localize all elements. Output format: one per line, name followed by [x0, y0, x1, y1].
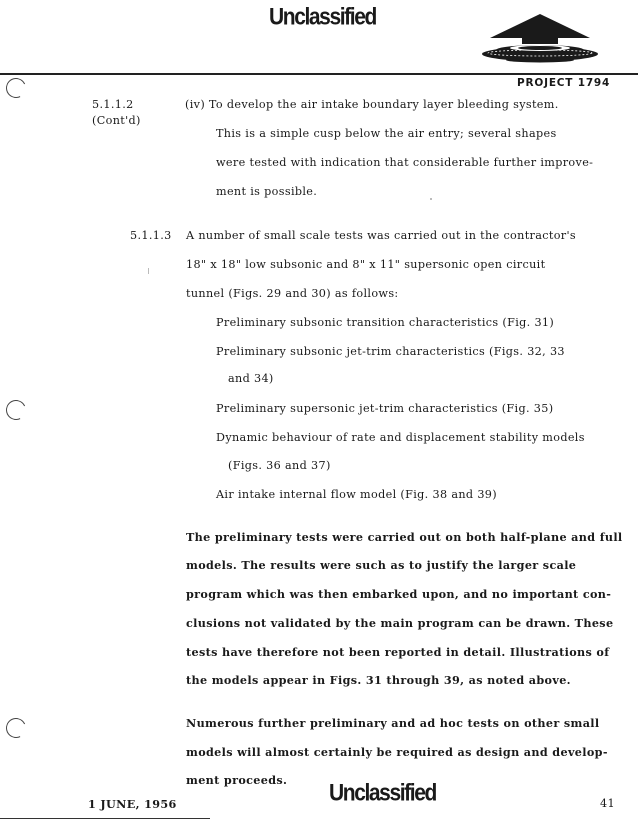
- classification-bottom: Unclassified: [329, 780, 436, 807]
- page-number: 41: [600, 797, 615, 810]
- test-item: Preliminary subsonic jet-trim characteristics (Figs. 32, 33: [216, 345, 565, 358]
- paragraph-line: ment proceeds.: [186, 773, 288, 787]
- section-number-5112: 5.1.1.2: [92, 98, 134, 111]
- paragraph-line: models will almost certainly be required as design and develop-: [186, 745, 608, 759]
- project-label: PROJECT 1794: [517, 77, 611, 89]
- punch-hole-3: [3, 715, 29, 741]
- paragraph-line: the models appear in Figs. 31 through 39, as noted above.: [186, 673, 571, 687]
- scan-mark: [148, 268, 149, 274]
- test-item: Preliminary subsonic transition characteristics (Fig. 31): [216, 316, 555, 329]
- test-item: and 34): [228, 372, 274, 385]
- header-rule: [0, 73, 638, 75]
- paragraph-line: ment is possible.: [216, 185, 318, 198]
- paragraph-line: were tested with indication that considerable further improve-: [216, 156, 594, 169]
- section-contd: (Cont'd): [92, 114, 141, 127]
- punch-hole-2: [3, 397, 29, 423]
- document-date: 1 JUNE, 1956: [88, 797, 177, 811]
- project-logo-icon: [478, 12, 606, 74]
- scan-mark: [430, 198, 432, 200]
- test-item: (Figs. 36 and 37): [228, 459, 331, 472]
- punch-hole-1: [3, 75, 29, 101]
- paragraph-line: The preliminary tests were carried out on both half-plane and full: [186, 530, 623, 544]
- paragraph-line: This is a simple cusp below the air entry; several shapes: [216, 127, 557, 140]
- paragraph-line: clusions not validated by the main program can be drawn. These: [186, 616, 614, 630]
- paragraph-line: tunnel (Figs. 29 and 30) as follows:: [186, 287, 399, 300]
- classification-top: Unclassified: [269, 4, 376, 31]
- test-item: Air intake internal flow model (Fig. 38 and 39): [216, 488, 497, 501]
- section-number-5113: 5.1.1.3: [130, 229, 172, 242]
- footer-rule: [0, 818, 210, 819]
- paragraph-line: models. The results were such as to justify the larger scale: [186, 558, 577, 572]
- test-item: Preliminary supersonic jet-trim characteristics (Fig. 35): [216, 402, 554, 415]
- section-first-line: A number of small scale tests was carried out in the contractor's: [186, 229, 577, 242]
- paragraph-line: tests have therefore not been reported in detail. Illustrations of: [186, 645, 610, 659]
- test-item: Dynamic behaviour of rate and displacement stability models: [216, 431, 585, 444]
- paragraph-line: 18" x 18" low subsonic and 8" x 11" supersonic open circuit: [186, 258, 546, 271]
- paragraph-line: program which was then embarked upon, and no important con-: [186, 587, 612, 601]
- paragraph-line: Numerous further preliminary and ad hoc tests on other small: [186, 716, 600, 730]
- item-iv: (iv) To develop the air intake boundary layer bleeding system.: [185, 98, 559, 111]
